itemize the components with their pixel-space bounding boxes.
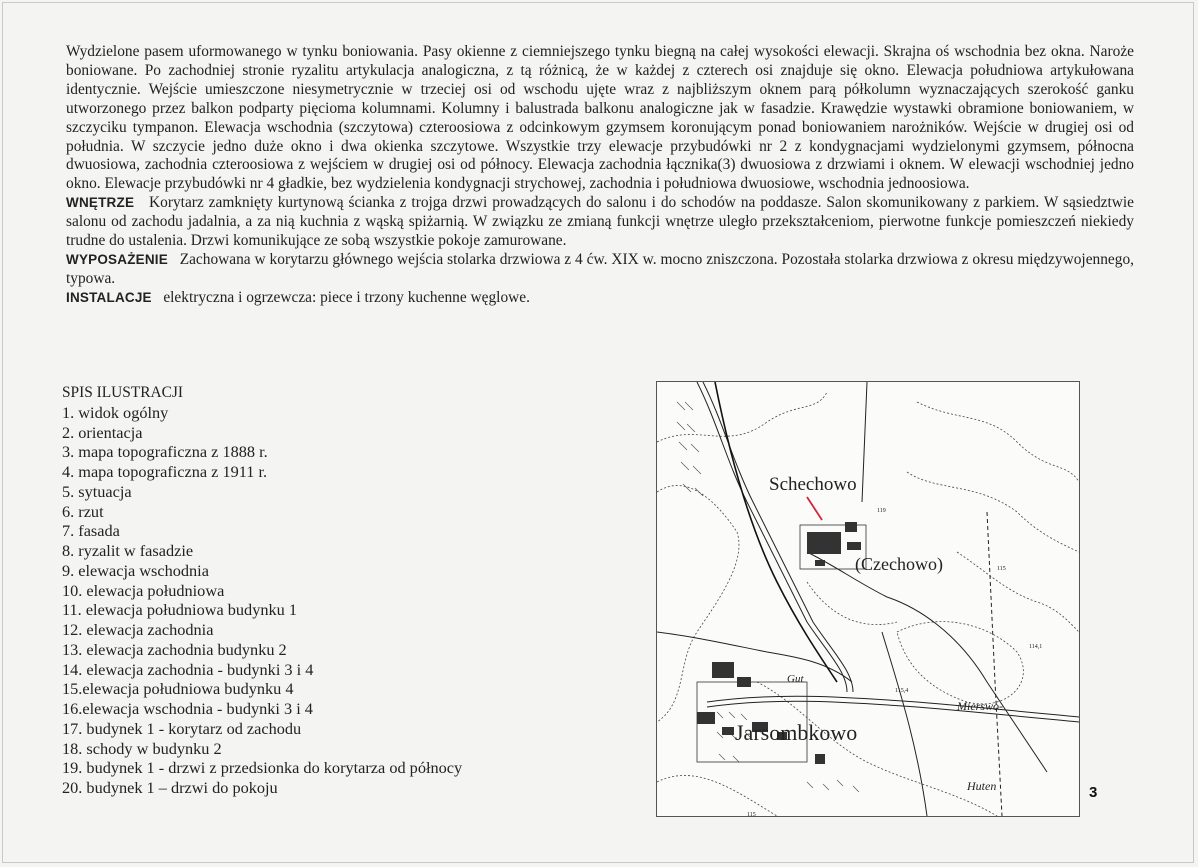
list-item: 15.elewacja południowa budynku 4 (62, 679, 294, 699)
roads (657, 382, 1079, 816)
list-item: 13. elewacja zachodnia budynku 2 (62, 639, 287, 659)
section-heading-interior: WNĘTRZE (66, 195, 135, 211)
page-number: 3 (1089, 784, 1098, 801)
paragraph-text: Wydzielone pasem uformowanego w tynku boniowania. Pasy okienne z ciemniejszego tynku biegną na całej wysokości elewacji. Skrajna oś wschodnia bez okna. Naroże boniowane. Po zachodniej stronie ryzalitu artykulacja analogiczna, z tą różnicą, że w każdej z czterech osi znajduje się okno. Elewacja południowa artykułowana identycznie. Wejście umieszczone niesymetrycznie w trzeciej osi od wschodu ujęte wraz z najbliższym oknem parą półkolumn wyznaczających szerokość ganku utworzonego przez balkon podparty pięcioma kolumnami. Kolumny i balustrada balkonu analogiczne jak w fasadzie. Krawędzie wystawki obramione boniowaniem, w szczyciku tympanon. Elewacja wschodnia (szczytowa) czteroosiowa z odcinkowym gzymsem koronującym ponad boniowaniem narożników. Wejście w drugiej osi od południa. W szczycie jedno duże okno i dwa okienka szczytowe. Wszystkie trzy elewacje przybudówki nr 2 z kondygnacjami wydzielonymi gzymsem, północna dwuosiowa, zachodnia czteroosiowa z wejściem w drugiej osi od północy. Elewacja zachodnia łącznika(3) dwuosiowa z drzwiami i oknem. W elewacji wschodniej jedno okno. Elewacje przybudówki nr 4 gładkie, bez wydzielenia kondygnacji strychowej, zachodnia i południowa dwuosiowe, wschodnia jednoosiowa. (66, 43, 1134, 193)
contour-lines (657, 392, 1079, 816)
list-item: 12. elewacja zachodnia (62, 620, 214, 639)
list-item: 16.elewacja wschodnia - budynki 3 i 4 (62, 699, 313, 718)
body-text (66, 43, 1134, 308)
list-item: 3. mapa topograficzna z 1888 r. (62, 442, 268, 462)
topographic-map (656, 381, 1080, 817)
illustration-list-title: SPIS ILUSTRACJI (62, 384, 184, 401)
list-item: 4. mapa topograficzna z 1911 r. (62, 462, 268, 481)
location-marker (807, 497, 822, 520)
section-heading-furnishing: WYPOSAŻENIE (66, 251, 168, 267)
list-item: 19. budynek 1 - drzwi z przedsionka do korytarza od północy (62, 758, 463, 778)
paragraph-text: Korytarz zamknięty kurtynową ścianka z trojga drzwi prowadzących do salonu i do schodów na poddasze. Salon skomunikowany z parkiem. W sąsiedztwie salonu od zachodu jadalnia, a za nią kuchnia z wąską spiżarnią. W związku ze zmianą funkcji wnętrze uległo przekształceniom, pierwotne funkcje pomieszczeń niekiedy trudne do ustalenia. Drzwi komunikujące ze sobą wszystkie pokoje zamurowane. (66, 194, 1134, 250)
map-label-mierswo: Mierswo- (957, 699, 1003, 713)
list-item: 10. elewacja południowa (62, 580, 225, 600)
spot-height: 115 (747, 812, 756, 816)
list-item: 20. budynek 1 – drzwi do pokoju (62, 778, 278, 797)
paragraph-interior (66, 194, 1134, 251)
list-item: 17. budynek 1 - korytarz od zachodu (62, 718, 302, 738)
list-item: 9. elewacja wschodnia (62, 560, 209, 580)
spot-height: 114,1 (1029, 644, 1043, 650)
paragraph-text: Zachowana w korytarzu głównego wejścia stolarka drzwiowa z 4 ćw. XIX w. mocno zniszczona. Pozostała stolarka drzwiowa z okresu międzywojennego, typowa. (66, 250, 1134, 287)
list-item: 6. rzut (62, 501, 104, 521)
list-item: 5. sytuacja (62, 481, 132, 501)
spot-height: 115,4 (895, 688, 909, 694)
section-heading-installations: INSTALACJE (66, 289, 152, 305)
map-label-huten: Huten (967, 779, 997, 793)
list-item: 18. schody w budynku 2 (62, 738, 222, 758)
map-label-jarsombkowo: Jarsombkowo (735, 720, 858, 745)
spot-height: 119 (877, 508, 886, 514)
list-item: 8. ryzalit w fasadzie (62, 541, 194, 560)
list-item: 1. widok ogólny (62, 402, 169, 422)
list-item: 7. fasada (62, 521, 120, 541)
map-label-gut: Gut (787, 673, 804, 685)
map-label-czechowo: (Czechowo) (855, 554, 943, 574)
illustration-list (62, 383, 622, 798)
list-item: 2. orientacja (62, 422, 143, 442)
paragraph-text: elektryczna i ogrzewcza: piece i trzony kuchenne węglowe. (163, 288, 530, 306)
map-label-schechowo: Schechowo (769, 474, 857, 495)
illustration-items (62, 403, 622, 798)
paragraph-elevations (66, 43, 1134, 194)
list-item: 11. elewacja południowa budynku 1 (62, 600, 297, 620)
paragraph-furnishing (66, 251, 1134, 289)
spot-height: 115 (997, 566, 1006, 572)
paragraph-installations (66, 289, 1134, 308)
map-drawing (657, 382, 1079, 816)
list-item: 14. elewacja zachodnia - budynki 3 i 4 (62, 659, 314, 679)
